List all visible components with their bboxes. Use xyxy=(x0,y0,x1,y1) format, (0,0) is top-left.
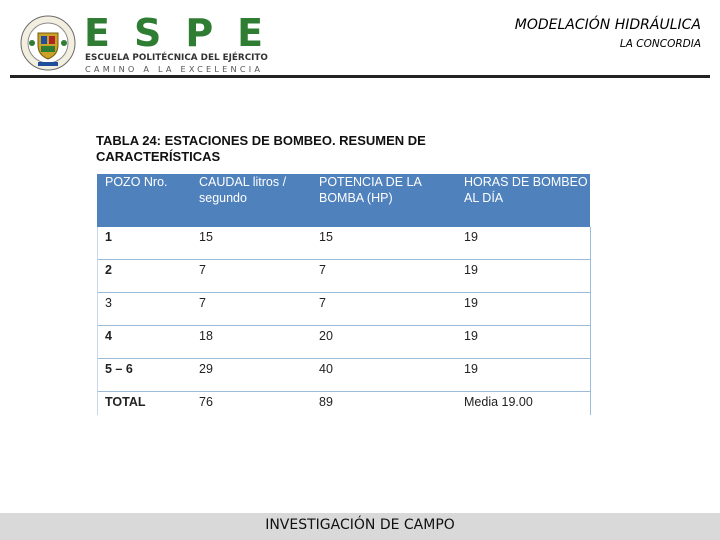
cell-pozo: 5 – 6 xyxy=(97,359,191,392)
cell-horas: 19 xyxy=(456,359,590,392)
cell-potencia: 40 xyxy=(311,359,456,392)
cell-total-potencia: 89 xyxy=(319,395,333,409)
cell-caudal: 7 xyxy=(191,260,311,293)
cell-caudal: 29 xyxy=(191,359,311,392)
column-header-horas: HORAS DE BOMBEO AL DÍA xyxy=(456,174,590,227)
cell-total-horas: Media 19.00 xyxy=(464,395,533,409)
table-header-row xyxy=(97,174,590,227)
logo-institution-name: ESCUELA POLITÉCNICA DEL EJÉRCITO xyxy=(85,53,268,63)
table-caption: TABLA 24: ESTACIONES DE BOMBEO. RESUMEN DE CARACTERÍSTICAS xyxy=(96,133,426,164)
header-divider xyxy=(10,75,710,78)
cell-horas: 19 xyxy=(456,227,590,260)
table-row xyxy=(97,359,590,392)
cell-caudal: 18 xyxy=(191,326,311,359)
column-header-caudal: CAUDAL litros / segundo xyxy=(191,174,311,227)
table-row xyxy=(97,260,590,293)
cell-pozo: 4 xyxy=(97,326,191,359)
header-subtitle: LA CONCORDIA xyxy=(619,38,701,50)
cell-potencia: 20 xyxy=(311,326,456,359)
cell-caudal: 7 xyxy=(191,293,311,326)
header-title: MODELACIÓN HIDRÁULICA xyxy=(514,17,701,33)
table-row xyxy=(97,326,590,359)
espe-wordmark xyxy=(84,11,288,75)
table-row xyxy=(97,293,590,326)
cell-caudal: 15 xyxy=(191,227,311,260)
cell-pozo: 2 xyxy=(97,260,191,293)
logo-letters: ESPE xyxy=(84,11,288,55)
cell-pozo: 1 xyxy=(97,227,191,260)
column-header-pozo: POZO Nro. xyxy=(97,174,191,227)
cell-potencia: 7 xyxy=(311,260,456,293)
logo-motto: CAMINO A LA EXCELENCIA xyxy=(85,64,264,74)
espe-seal-logo xyxy=(20,15,76,71)
cell-potencia: 7 xyxy=(311,293,456,326)
column-header-potencia: POTENCIA DE LA BOMBA (HP) xyxy=(311,174,456,227)
cell-total-caudal: 76 xyxy=(199,395,213,409)
table-row xyxy=(97,227,590,260)
cell-potencia: 15 xyxy=(311,227,456,260)
cell-horas: 19 xyxy=(456,326,590,359)
table-total-row xyxy=(97,392,590,429)
cell-pozo: 3 xyxy=(97,293,191,326)
cell-total-label: TOTAL xyxy=(105,395,146,409)
footer-text: INVESTIGACIÓN DE CAMPO xyxy=(265,517,455,533)
cell-horas: 19 xyxy=(456,260,590,293)
pumping-stations-table xyxy=(97,174,590,428)
cell-horas: 19 xyxy=(456,293,590,326)
